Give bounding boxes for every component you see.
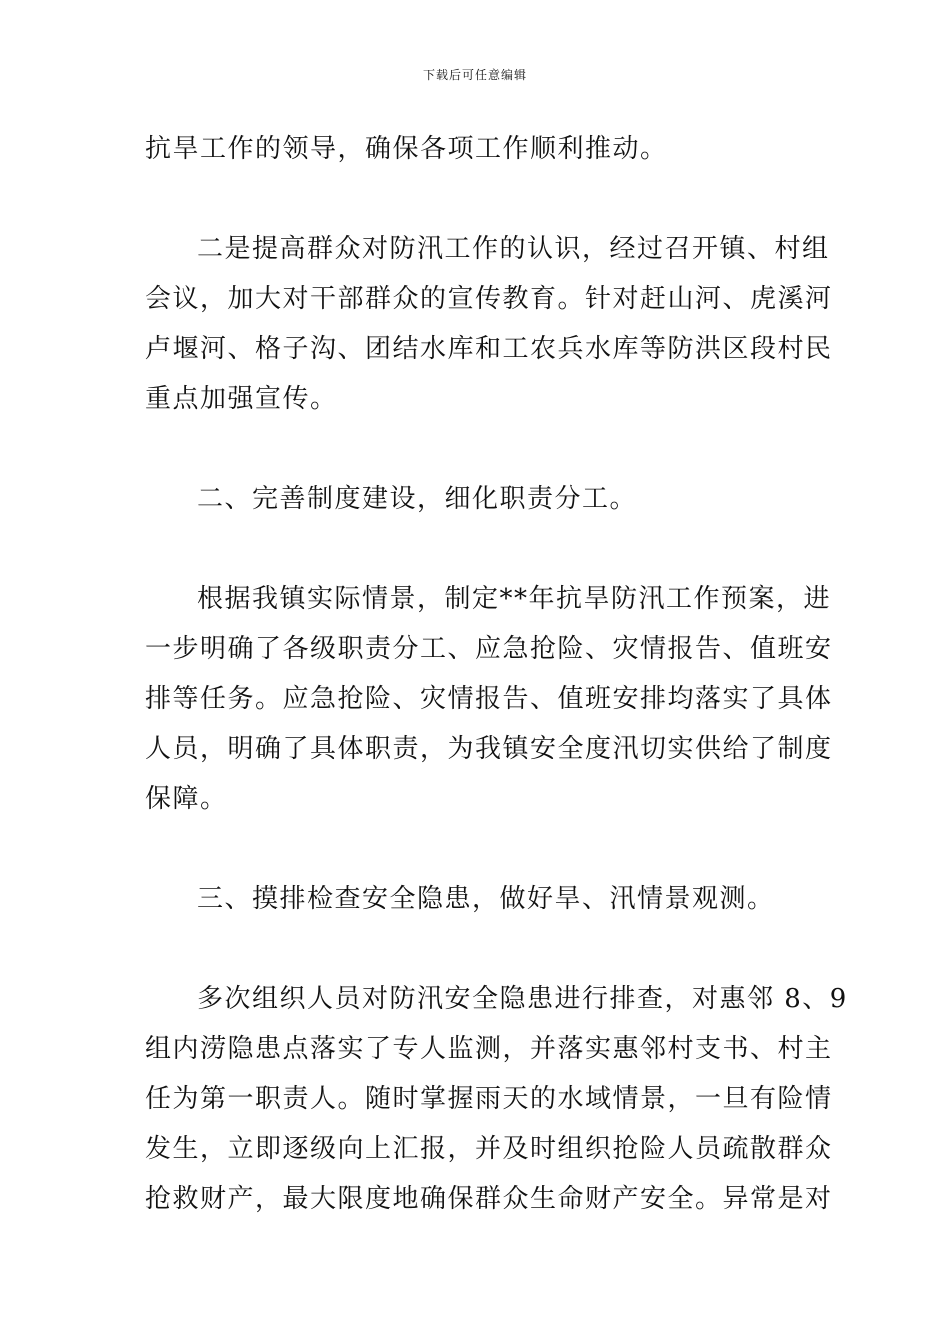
paragraph-6-line-3: 任为第一职责人。随时掌握雨天的水域情景，一旦有险情 bbox=[145, 1084, 833, 1114]
paragraph-6-line-4: 发生，立即逐级向上汇报，并及时组织抢险人员疏散群众 bbox=[145, 1134, 833, 1164]
paragraph-6-line-1: 多次组织人员对防汛安全隐患进行排查，对惠邻 8、9 bbox=[197, 984, 848, 1014]
page-header-note: 下载后可任意编辑 bbox=[422, 68, 527, 82]
paragraph-2-line-1: 二是提高群众对防汛工作的认识，经过召开镇、村组 bbox=[197, 234, 830, 264]
paragraph-4-line-4: 人员，明确了具体职责，为我镇安全度汛切实供给了制度 bbox=[145, 734, 833, 764]
section-heading-3: 三、摸排检查安全隐患，做好旱、汛情景观测。 bbox=[197, 884, 775, 914]
paragraph-4-line-3: 排等任务。应急抢险、灾情报告、值班安排均落实了具体 bbox=[145, 684, 833, 714]
paragraph-6-line-2: 组内涝隐患点落实了专人监测，并落实惠邻村支书、村主 bbox=[145, 1034, 833, 1064]
paragraph-1-line-1: 抗旱工作的领导，确保各项工作顺利推动。 bbox=[145, 134, 668, 164]
paragraph-6-line-5: 抢救财产，最大限度地确保群众生命财产安全。异常是对 bbox=[145, 1184, 833, 1214]
paragraph-2-line-3: 卢堰河、格子沟、团结水库和工农兵水库等防洪区段村民 bbox=[145, 334, 833, 364]
paragraph-4-line-1: 根据我镇实际情景，制定**年抗旱防汛工作预案，进 bbox=[197, 584, 832, 614]
section-heading-2: 二、完善制度建设，细化职责分工。 bbox=[197, 484, 638, 514]
paragraph-4-line-2: 一步明确了各级职责分工、应急抢险、灾情报告、值班安 bbox=[145, 634, 833, 664]
paragraph-4-line-5: 保障。 bbox=[145, 784, 228, 814]
paragraph-2-line-4: 重点加强宣传。 bbox=[145, 384, 338, 414]
paragraph-2-line-2: 会议，加大对干部群众的宣传教育。针对赶山河、虎溪河 bbox=[145, 284, 833, 314]
